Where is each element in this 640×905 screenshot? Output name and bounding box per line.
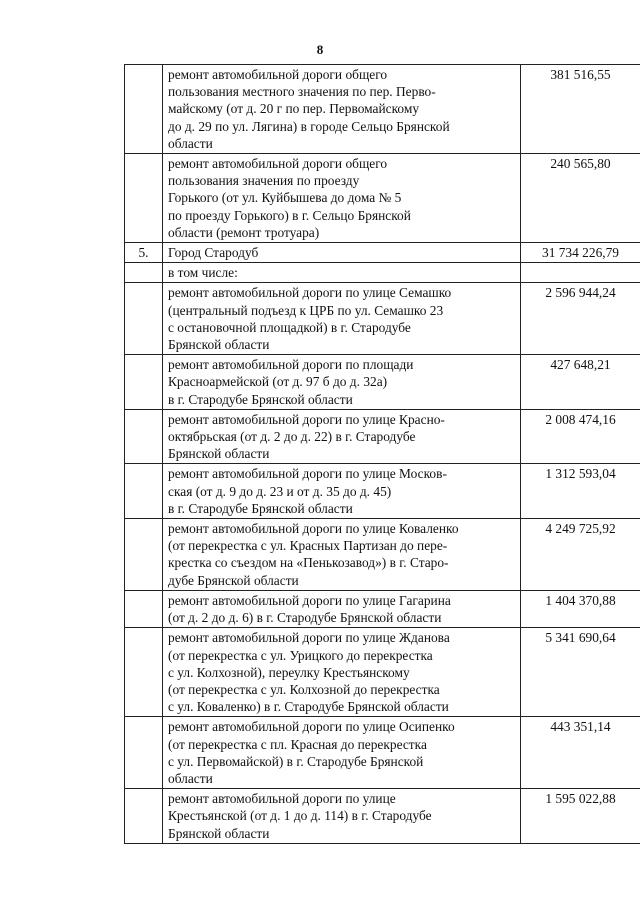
row-number-cell — [125, 717, 163, 789]
description-line: с ул. Коваленко) в г. Стародубе Брянской области — [168, 699, 449, 715]
table-row — [125, 628, 640, 717]
description-line: ремонт автомобильной дороги по улице Москов- — [168, 466, 447, 482]
description-cell — [163, 355, 521, 410]
row-number-cell — [125, 263, 163, 283]
description-line: октябрьская (от д. 2 до д. 22) в г. Стародубе — [168, 429, 416, 445]
table-row — [125, 355, 640, 410]
description-line: с ул. Первомайской) в г. Стародубе Брянской — [168, 753, 424, 769]
description-line: с остановочной площадкой) в г. Стародубе — [168, 319, 411, 335]
description-line: майскому (от д. 20 г по пер. Первомайскому — [168, 101, 420, 117]
description-line: в том числе: — [168, 265, 238, 281]
description-line: ремонт автомобильной дороги по улице — [168, 791, 396, 807]
description-cell — [163, 590, 521, 627]
amount-cell: 5 341 690,64 — [521, 628, 640, 717]
amount-cell: 2 596 944,24 — [521, 283, 640, 355]
description-line: ская (от д. 9 до д. 23 и от д. 35 до д. 45) — [168, 483, 392, 499]
table-row — [125, 717, 640, 789]
description-line: (от д. 2 до д. 6) в г. Стародубе Брянской области — [168, 610, 442, 626]
table-row — [125, 789, 640, 844]
description-cell — [163, 789, 521, 844]
description-line: ремонт автомобильной дороги по улице Гагарина — [168, 592, 451, 608]
amount-cell: 1 404 370,88 — [521, 590, 640, 627]
description-line: ремонт автомобильной дороги по улице Жданова — [168, 630, 450, 646]
description-line: в г. Стародубе Брянской области — [168, 391, 353, 407]
table-body — [125, 65, 640, 844]
description-cell — [163, 243, 521, 263]
row-number-cell — [125, 789, 163, 844]
description-cell — [163, 628, 521, 717]
row-number-cell — [125, 628, 163, 717]
description-line: ремонт автомобильной дороги по площади — [168, 357, 414, 373]
description-line: ремонт автомобильной дороги по улице Коваленко — [168, 521, 459, 537]
description-line: крестка со съездом на «Пенькозавод») в г. Старо- — [168, 555, 449, 571]
description-line: Горького (от ул. Куйбышева до дома № 5 — [168, 190, 402, 206]
description-line: пользования местного значения по пер. Перво- — [168, 84, 436, 100]
amount-cell: 1 312 593,04 — [521, 464, 640, 519]
description-cell — [163, 409, 521, 464]
description-line: ремонт автомобильной дороги общего — [168, 156, 388, 172]
row-number-cell: 5. — [125, 243, 163, 263]
description-line: Брянской области — [168, 337, 270, 353]
table-row — [125, 263, 640, 283]
table-row — [125, 154, 640, 243]
description-line: (от перекрестка с ул. Урицкого до перекрестка — [168, 647, 433, 663]
description-cell — [163, 519, 521, 591]
amount-cell: 4 249 725,92 — [521, 519, 640, 591]
description-line: дубе Брянской области — [168, 572, 299, 588]
amount-cell — [521, 263, 640, 283]
description-line: ремонт автомобильной дороги по улице Семашко — [168, 285, 452, 301]
description-line: (от перекрестка с ул. Красных Партизан до пере- — [168, 538, 448, 554]
row-number-cell — [125, 590, 163, 627]
description-line: с ул. Колхозной), переулку Крестьянскому — [168, 664, 410, 680]
description-line: Город Стародуб — [168, 245, 259, 261]
description-line: до д. 29 по ул. Лягина) в городе Сельцо Брянской — [168, 118, 450, 134]
description-line: (от перекрестка с ул. Колхозной до перекрестка — [168, 681, 440, 697]
table-row — [125, 65, 640, 154]
amount-cell: 443 351,14 — [521, 717, 640, 789]
row-number-cell — [125, 355, 163, 410]
amount-cell: 427 648,21 — [521, 355, 640, 410]
table-row — [125, 283, 640, 355]
description-line: ремонт автомобильной дороги по улице Красно- — [168, 411, 445, 427]
table-row — [125, 243, 640, 263]
description-line: Брянской области — [168, 446, 270, 462]
description-line: Крестьянской (от д. 1 до д. 114) в г. Стародубе — [168, 808, 432, 824]
description-cell — [163, 154, 521, 243]
page-number: 8 — [316, 42, 324, 57]
row-number-cell — [125, 464, 163, 519]
description-cell — [163, 263, 521, 283]
description-line: (центральный подъезд к ЦРБ по ул. Семашко 23 — [168, 302, 444, 318]
amount-cell: 2 008 474,16 — [521, 409, 640, 464]
row-number-cell — [125, 65, 163, 154]
table-row — [125, 590, 640, 627]
description-cell — [163, 283, 521, 355]
table-row — [125, 409, 640, 464]
description-line: по проезду Горького) в г. Сельцо Брянской — [168, 207, 411, 223]
amount-cell: 1 595 022,88 — [521, 789, 640, 844]
description-line: области (ремонт тротуара) — [168, 224, 320, 240]
table-row — [125, 519, 640, 591]
description-line: пользования значения по проезду — [168, 173, 360, 189]
row-number-cell — [125, 154, 163, 243]
description-cell — [163, 65, 521, 154]
row-number-cell — [125, 283, 163, 355]
description-cell — [163, 717, 521, 789]
description-line: Брянской области — [168, 825, 270, 841]
amount-cell: 240 565,80 — [521, 154, 640, 243]
description-line: в г. Стародубе Брянской области — [168, 500, 353, 516]
amount-cell: 31 734 226,79 — [521, 243, 640, 263]
amount-cell: 381 516,55 — [521, 65, 640, 154]
description-line: ремонт автомобильной дороги по улице Осипенко — [168, 719, 455, 735]
description-cell — [163, 464, 521, 519]
table-row — [125, 464, 640, 519]
description-line: (от перекрестка с пл. Красная до перекрестка — [168, 736, 427, 752]
row-number-cell — [125, 409, 163, 464]
description-line: Красноармейской (от д. 97 б до д. 32а) — [168, 374, 388, 390]
budget-table — [124, 64, 640, 844]
description-line: ремонт автомобильной дороги общего — [168, 67, 388, 82]
description-line: области — [168, 770, 213, 786]
description-line: области — [168, 135, 213, 151]
row-number-cell — [125, 519, 163, 591]
